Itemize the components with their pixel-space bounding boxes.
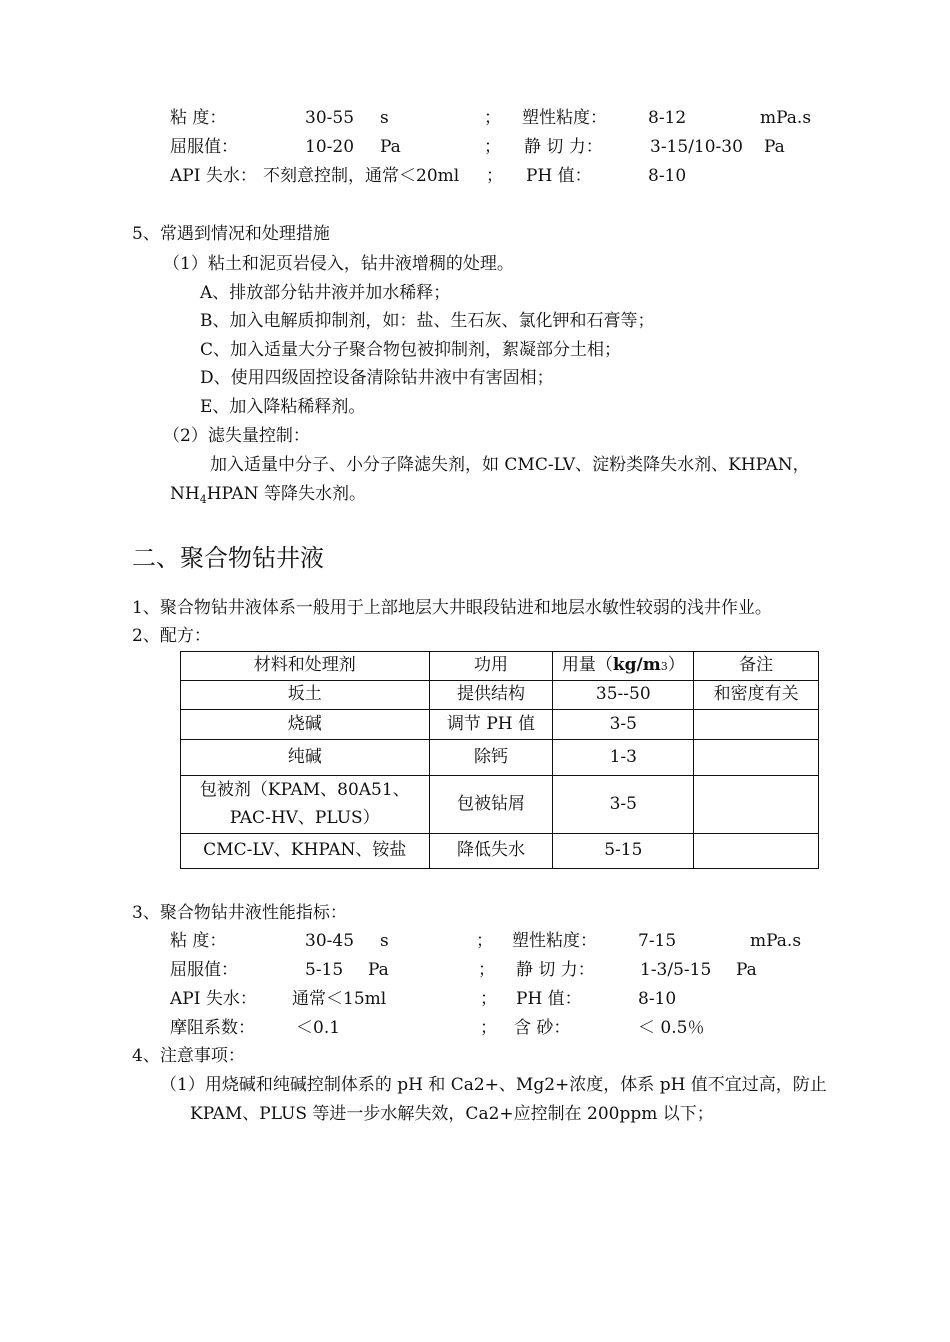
list-item: （1）粘土和泥页岩侵入，钻井液增稠的处理。	[163, 254, 514, 274]
formula-table	[180, 651, 819, 869]
property-row	[0, 139, 950, 163]
property-unit: mPa.s	[760, 108, 812, 128]
table-cell: 坂土	[181, 681, 430, 710]
column-header: 用量（kg/m3）	[553, 652, 694, 681]
property-value: 通常＜15ml	[292, 989, 387, 1009]
property-row	[0, 110, 950, 134]
property-label: 屈服值：	[170, 137, 238, 157]
table-row	[181, 710, 819, 740]
table-cell: 5-15	[553, 834, 694, 869]
table-cell	[694, 834, 819, 869]
property-label: API 失水：	[170, 989, 257, 1009]
table-row	[181, 834, 819, 869]
table-row	[181, 681, 819, 710]
property-label: 摩阻系数：	[170, 1018, 255, 1038]
property-value: 8-12	[648, 108, 687, 128]
property-value: 8-10	[648, 166, 687, 186]
property-value: 10-20	[305, 137, 355, 157]
paragraph-line: $NH_4HPAN$ 等降失水剂。	[170, 484, 366, 506]
table-cell	[694, 740, 819, 776]
property-label: 粘 度：	[170, 931, 227, 951]
property-row	[0, 933, 950, 957]
property-label: 静 切 力：	[516, 960, 595, 980]
separator: ；	[486, 166, 503, 186]
property-row	[0, 991, 950, 1015]
separator: ；	[480, 1018, 497, 1038]
property-value: 8-10	[638, 989, 677, 1009]
property-value: 不刻意控制，通常＜20ml	[263, 166, 460, 186]
property-row	[0, 962, 950, 986]
table-cell	[694, 710, 819, 740]
separator: ；	[476, 931, 493, 951]
property-unit: Pa	[736, 960, 757, 980]
property-label: 塑性粘度：	[512, 931, 597, 951]
table-row	[181, 740, 819, 776]
property-label: PH 值：	[526, 166, 592, 186]
table-cell: CMC-LV、KHPAN、铵盐	[181, 834, 430, 869]
table-cell: 包被剂（KPAM、80A51、 PAC-HV、PLUS）	[181, 776, 430, 834]
property-value: 30-45	[305, 931, 355, 951]
property-row	[0, 1020, 950, 1044]
table-cell: 包被钻屑	[429, 776, 553, 834]
table-cell: 1-3	[553, 740, 694, 776]
property-label: 塑性粘度：	[522, 108, 607, 128]
table-cell: 提供结构	[429, 681, 553, 710]
table-row	[181, 776, 819, 834]
paragraph-line: 加入适量中分子、小分子降滤失剂，如 CMC-LV、淀粉类降失水剂、KHPAN，	[210, 455, 810, 475]
table-cell: 除钙	[429, 740, 553, 776]
property-unit: Pa	[368, 960, 389, 980]
table-cell: 和密度有关	[694, 681, 819, 710]
section-heading: 二、聚合物钻井液	[132, 544, 324, 572]
property-unit: mPa.s	[750, 931, 802, 951]
separator: ；	[480, 989, 497, 1009]
property-label: API 失水：	[170, 166, 257, 186]
table-cell: 烧碱	[181, 710, 430, 740]
property-label: 静 切 力：	[524, 137, 603, 157]
property-unit: s	[380, 931, 389, 951]
table-cell: 35--50	[553, 681, 694, 710]
property-value: 3-15/10-30	[650, 137, 743, 157]
table-cell: 3-5	[553, 776, 694, 834]
property-value: 30-55	[305, 108, 355, 128]
paragraph-line: KPAM、PLUS 等进一步水解失效，Ca2+应控制在 200ppm 以下；	[190, 1104, 714, 1124]
table-header-row	[181, 652, 819, 681]
property-label: 屈服值：	[170, 960, 238, 980]
paragraph: 1、聚合物钻井液体系一般用于上部地层大井眼段钻进和地层水敏性较弱的浅井作业。	[132, 598, 772, 618]
paragraph-line: （1）用烧碱和纯碱控制体系的 pH 和 Ca2+、Mg2+浓度，体系 pH 值不宜过高，防止	[160, 1075, 827, 1095]
property-row	[0, 168, 950, 192]
property-value: 1-3/5-15	[640, 960, 712, 980]
property-unit: s	[380, 108, 389, 128]
property-value: 5-15	[305, 960, 344, 980]
column-header: 功用	[429, 652, 553, 681]
property-value: ＜ 0.5％	[638, 1018, 705, 1038]
property-label: PH 值：	[516, 989, 582, 1009]
table-cell: 纯碱	[181, 740, 430, 776]
table-cell: 3-5	[553, 710, 694, 740]
paragraph: 4、注意事项：	[132, 1046, 245, 1066]
property-label: 粘 度：	[170, 108, 227, 128]
separator: ；	[478, 960, 495, 980]
list-subitem: C、加入适量大分子聚合物包被抑制剂，絮凝部分土相；	[200, 340, 622, 360]
separator: ；	[484, 137, 501, 157]
list-subitem: B、加入电解质抑制剂，如：盐、生石灰、氯化钾和石膏等；	[200, 311, 655, 331]
table-cell	[694, 776, 819, 834]
property-value: ＜0.1	[296, 1018, 341, 1038]
property-unit: Pa	[764, 137, 785, 157]
list-subitem: E、加入降粘稀释剂。	[200, 397, 366, 417]
paragraph: 3、聚合物钻井液性能指标：	[132, 903, 347, 923]
table-cell: 降低失水	[429, 834, 553, 869]
list-subitem: A、排放部分钻井液并加水稀释；	[200, 283, 451, 303]
separator: ；	[484, 108, 501, 128]
table-cell: 调节 PH 值	[429, 710, 553, 740]
list-item: （2）滤失量控制：	[163, 426, 310, 446]
list-subitem: D、使用四级固控设备清除钻井液中有害固相；	[200, 368, 554, 388]
paragraph: 2、配方：	[132, 626, 211, 646]
property-unit: Pa	[380, 137, 401, 157]
column-header: 备注	[694, 652, 819, 681]
section-title: 5、常遇到情况和处理措施	[132, 224, 330, 244]
property-value: 7-15	[638, 931, 677, 951]
property-label: 含 砂：	[514, 1018, 571, 1038]
column-header: 材料和处理剂	[181, 652, 430, 681]
